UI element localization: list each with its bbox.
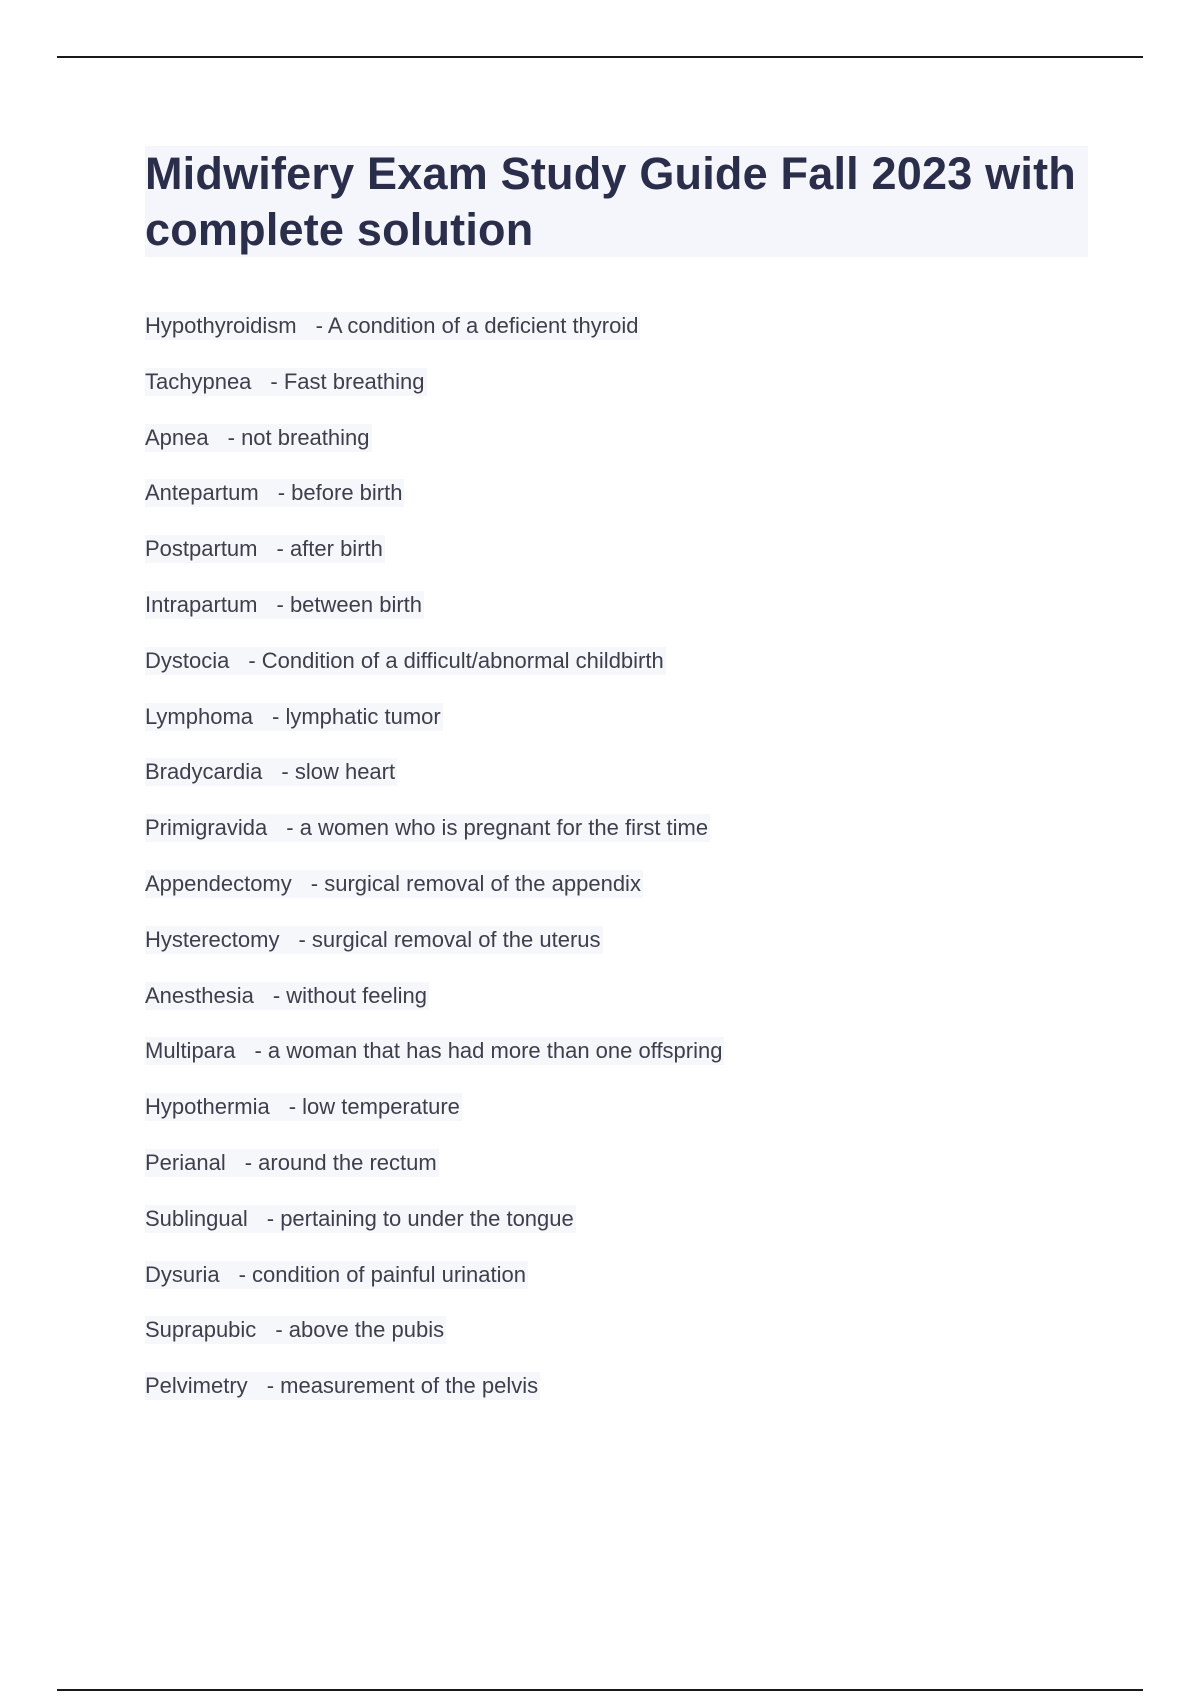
entry-definition: - Condition of a difficult/abnormal childbirth: [248, 647, 664, 673]
entry-term: Sublingual: [145, 1205, 248, 1231]
list-item: [145, 1261, 1088, 1317]
entry-term: Postpartum: [145, 536, 258, 562]
entry-term: Hysterectomy: [145, 926, 280, 952]
document-body: [145, 146, 1088, 1428]
page-title: Midwifery Exam Study Guide Fall 2023 with complete solution: [145, 148, 1076, 255]
list-item: [145, 1316, 1088, 1372]
bottom-divider: [57, 1689, 1143, 1691]
entry-term: Suprapubic: [145, 1317, 257, 1343]
list-item: [145, 1149, 1088, 1205]
entry-definition: - measurement of the pelvis: [266, 1373, 539, 1399]
entry-term: Hypothermia: [145, 1094, 270, 1120]
entry-definition: - low temperature: [288, 1094, 460, 1120]
entry-term: Perianal: [145, 1149, 226, 1175]
entry-definition: - A condition of a deficient thyroid: [315, 313, 639, 338]
list-item: [145, 312, 1088, 368]
list-item: [145, 647, 1088, 703]
list-item: [145, 758, 1088, 814]
list-item: [145, 591, 1088, 647]
entry-term: Apnea: [145, 424, 209, 450]
entry-term: Antepartum: [145, 480, 259, 506]
entry-definition: - pertaining to under the tongue: [266, 1205, 574, 1231]
entry-definition: - surgical removal of the appendix: [310, 870, 641, 896]
list-item: [145, 1093, 1088, 1149]
entry-term: Anesthesia: [145, 982, 254, 1008]
entry-definition: - lymphatic tumor: [272, 703, 441, 729]
entry-definition: - before birth: [277, 480, 403, 506]
list-item: [145, 535, 1088, 591]
entry-term: Hypothyroidism: [145, 313, 297, 338]
entry-term: Tachypnea: [145, 368, 252, 394]
entry-term: Multipara: [145, 1038, 236, 1064]
list-item: [145, 424, 1088, 480]
entry-definition: - around the rectum: [244, 1149, 437, 1175]
list-item: [145, 479, 1088, 535]
entry-definition: - a woman that has had more than one offspring: [254, 1038, 723, 1064]
top-divider: [57, 56, 1143, 58]
list-item: [145, 1037, 1088, 1093]
entry-definition: - above the pubis: [275, 1317, 445, 1343]
entry-term: Pelvimetry: [145, 1373, 248, 1399]
list-item: [145, 368, 1088, 424]
title-block: [145, 146, 1088, 257]
entry-definition: - condition of painful urination: [238, 1261, 526, 1287]
entry-definition: - after birth: [276, 536, 383, 562]
entry-term: Appendectomy: [145, 870, 292, 896]
list-item: [145, 926, 1088, 982]
list-item: [145, 1372, 1088, 1428]
list-item: [145, 870, 1088, 926]
entry-term: Bradycardia: [145, 759, 263, 785]
entry-term: Dysuria: [145, 1261, 220, 1287]
entry-definition: - not breathing: [227, 424, 370, 450]
glossary-list: [145, 312, 1088, 1428]
entry-term: Dystocia: [145, 647, 230, 673]
list-item: [145, 1205, 1088, 1261]
entry-definition: - without feeling: [272, 982, 427, 1008]
entry-term: Primigravida: [145, 815, 268, 841]
list-item: [145, 814, 1088, 870]
list-item: [145, 982, 1088, 1038]
entry-definition: - slow heart: [281, 759, 396, 785]
list-item: [145, 703, 1088, 759]
entry-definition: - Fast breathing: [270, 368, 425, 394]
entry-definition: - surgical removal of the uterus: [298, 926, 601, 952]
entry-definition: - between birth: [276, 591, 423, 617]
entry-term: Lymphoma: [145, 703, 254, 729]
entry-definition: - a women who is pregnant for the first time: [286, 815, 709, 841]
entry-term: Intrapartum: [145, 591, 258, 617]
